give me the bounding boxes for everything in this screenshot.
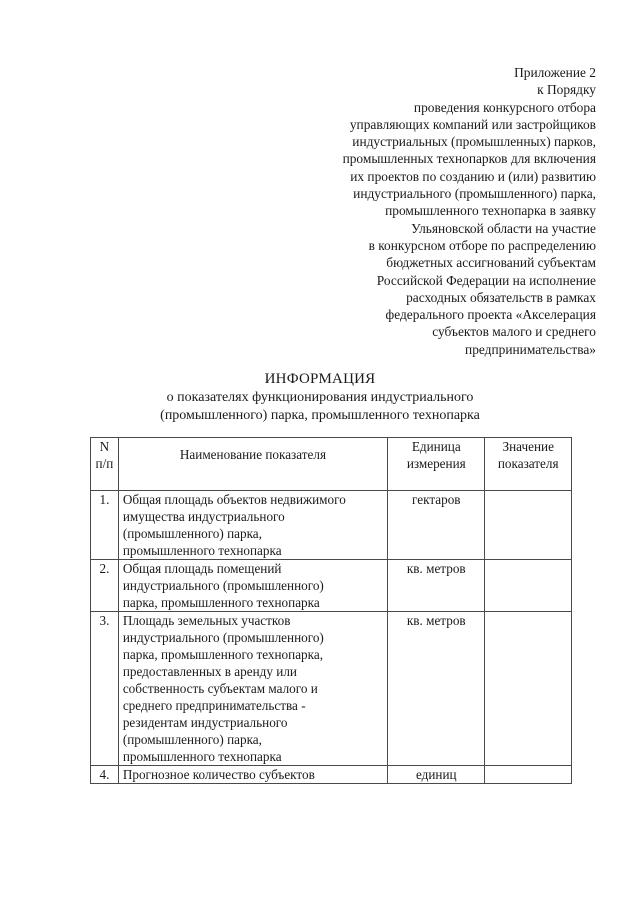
document-title: ИНФОРМАЦИЯ [264,371,376,387]
row-indicator-name: Площадь земельных участков индустриального (промышленного) парка, промышленного технопарка, предоставленных в аренду или собственность субъектам малого и среднего предпринимательства - резидентам индустриального (промышленного) парка, промышленного технопарка [118,612,387,766]
appendix-line: бюджетных ассигнований субъектам [386,255,596,271]
document-heading [0,370,640,425]
indicators-table [90,437,572,784]
appendix-line: федерального проекта «Акселерация [385,307,596,323]
row-number: 3. [91,612,119,766]
appendix-line: в конкурсном отборе по распределению [368,237,596,253]
document-subtitle [0,389,640,425]
table-row [91,491,572,560]
table-row [91,612,572,766]
row-unit: гектаров [388,491,485,560]
row-value [485,560,572,612]
appendix-line: индустриальных (промышленных) парков, [352,134,596,150]
table-row [91,766,572,784]
row-indicator-name: Общая площадь помещений индустриального (промышленного) парка, промышленного технопарка [118,560,387,612]
appendix-line: промышленных технопарков для включения [342,151,596,167]
table-row [91,560,572,612]
appendix-reference [343,64,596,358]
appendix-line: субъектов малого и среднего [432,324,596,340]
subtitle-line: (промышленного) парка, промышленного технопарка [160,408,480,423]
appendix-line: промышленного технопарка в заявку [385,203,596,219]
row-number: 4. [91,766,119,784]
row-indicator-name: Общая площадь объектов недвижимого имущества индустриального (промышленного) парка, промышленного технопарка [118,491,387,560]
header-value: Значение показателя [485,438,572,491]
appendix-line: индустриального (промышленного) парка, [353,186,596,202]
appendix-line: проведения конкурсного отбора [413,99,596,115]
row-indicator-name: Прогнозное количество субъектов [118,766,387,784]
appendix-line: Приложение 2 [514,65,596,80]
row-value [485,491,572,560]
row-value [485,612,572,766]
header-unit: Единица измерения [388,438,485,491]
appendix-line: к Порядку [537,82,596,98]
appendix-line: предпринимательства» [465,341,596,357]
appendix-line: Ульяновской области на участие [411,220,596,236]
row-number: 1. [91,491,119,560]
row-unit: единиц [388,766,485,784]
row-unit: кв. метров [388,560,485,612]
row-value [485,766,572,784]
appendix-line: управляющих компаний или застройщиков [349,116,596,132]
header-indicator-name: Наименование показателя [118,438,387,491]
appendix-line: Российской Федерации на исполнение [376,272,596,288]
row-number: 2. [91,560,119,612]
subtitle-line: о показателях функционирования индустриального [166,390,474,405]
table-header-row [91,438,572,491]
row-unit: кв. метров [388,612,485,766]
appendix-line: их проектов по созданию и (или) развитию [350,168,596,184]
appendix-line: расходных обязательств в рамках [406,289,596,305]
header-number: N п/п [91,438,119,491]
